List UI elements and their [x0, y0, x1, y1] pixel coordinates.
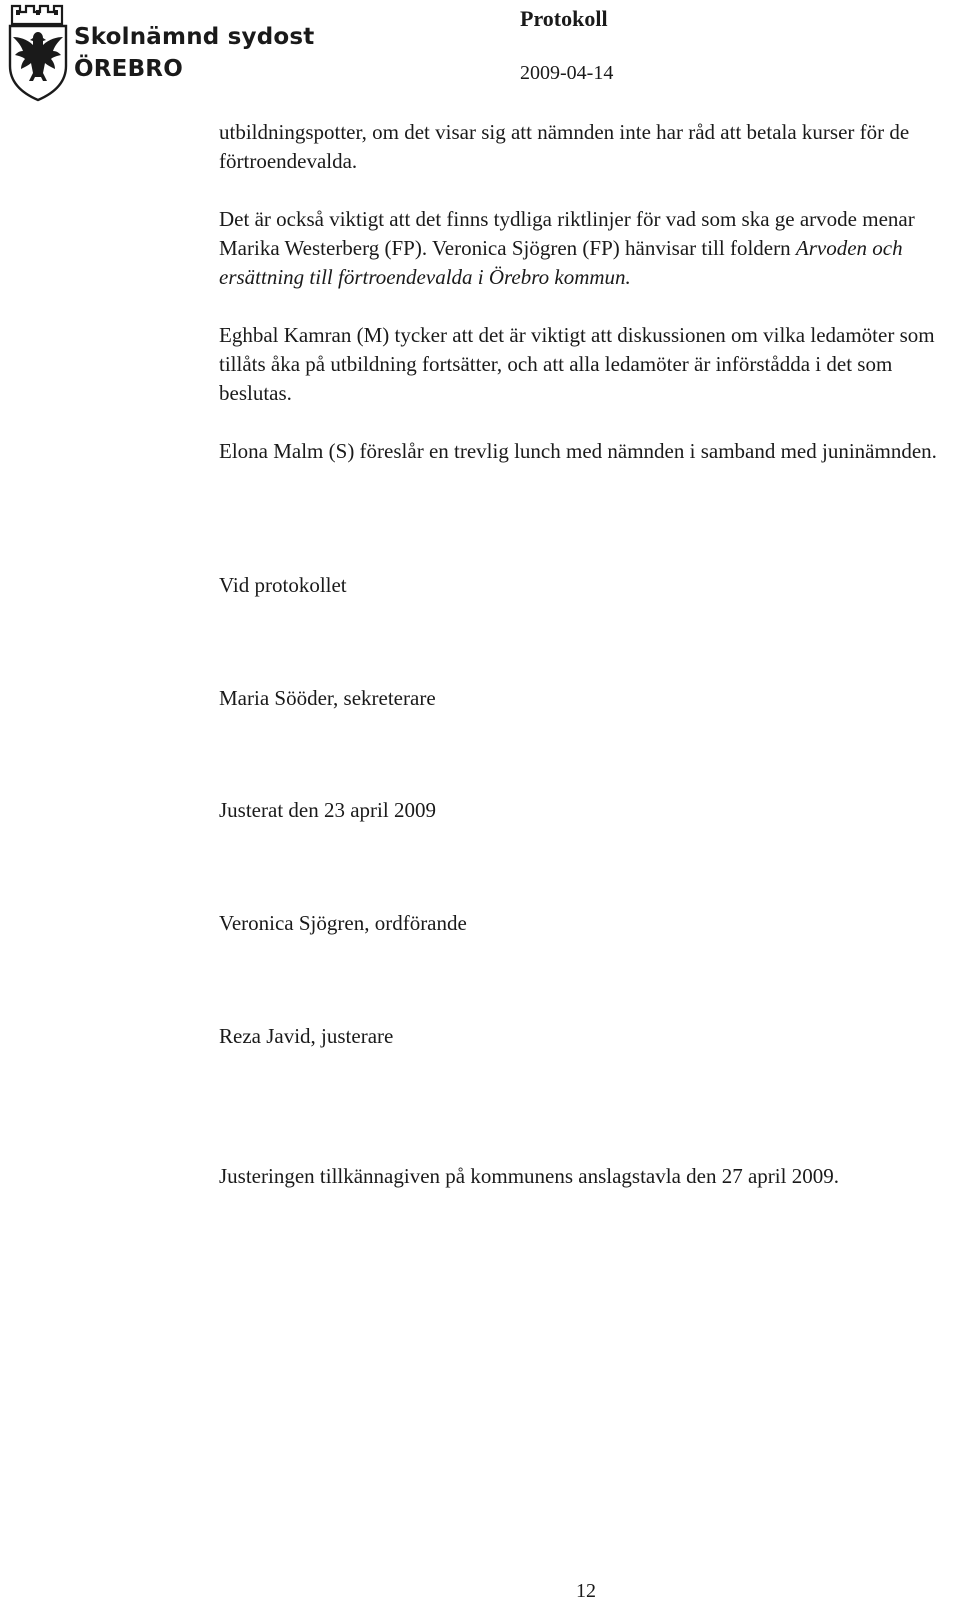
coat-of-arms-icon — [6, 2, 70, 102]
paragraph-training-discussion: Eghbal Kamran (M) tycker att det är viktigt att diskussionen om vilka ledamöter som tillåts åka på utbildning fortsätter, och att alla ledamöter är införstådda i det som beslutas. — [219, 323, 935, 405]
paragraph-continuation: utbildningspotter, om det visar sig att nämnden inte har råd att betala kurser för de förtroendevalda. — [219, 120, 910, 173]
paragraph-lunch-proposal: Elona Malm (S) föreslår en trevlig lunch med nämnden i samband med juninämnden. — [219, 439, 937, 463]
paragraph-guidelines — [219, 205, 939, 292]
document-date: 2009-04-14 — [520, 62, 614, 84]
logo-text-city: ÖREBRO — [74, 56, 183, 82]
vid-protokollet: Vid protokollet — [219, 573, 347, 597]
chair-signature: Veronica Sjögren, ordförande — [219, 911, 467, 935]
adjustment-date: Justerat den 23 april 2009 — [219, 798, 436, 822]
organization-logo — [6, 2, 315, 102]
adjuster-signature: Reza Javid, justerare — [219, 1024, 394, 1048]
brochure-title: Arvoden och ersättning till förtroendevalda i Örebro kommun. — [219, 236, 903, 289]
secretary-signature: Maria Sööder, sekreterare — [219, 686, 436, 710]
paragraph-guidelines-text: Det är också viktigt att det finns tydliga riktlinjer för vad som ska ge arvode menar Marika Westerberg (FP). Veronica Sjögren (FP) hänvisar till foldern — [219, 207, 915, 260]
announcement-notice: Justeringen tillkännagiven på kommunens anslagstavla den 27 april 2009. — [219, 1164, 839, 1188]
logo-text-name: Skolnämnd sydost — [74, 24, 315, 50]
document-type: Protokoll — [520, 6, 608, 31]
page-number: 12 — [576, 1580, 596, 1602]
minutes-body — [219, 118, 939, 495]
